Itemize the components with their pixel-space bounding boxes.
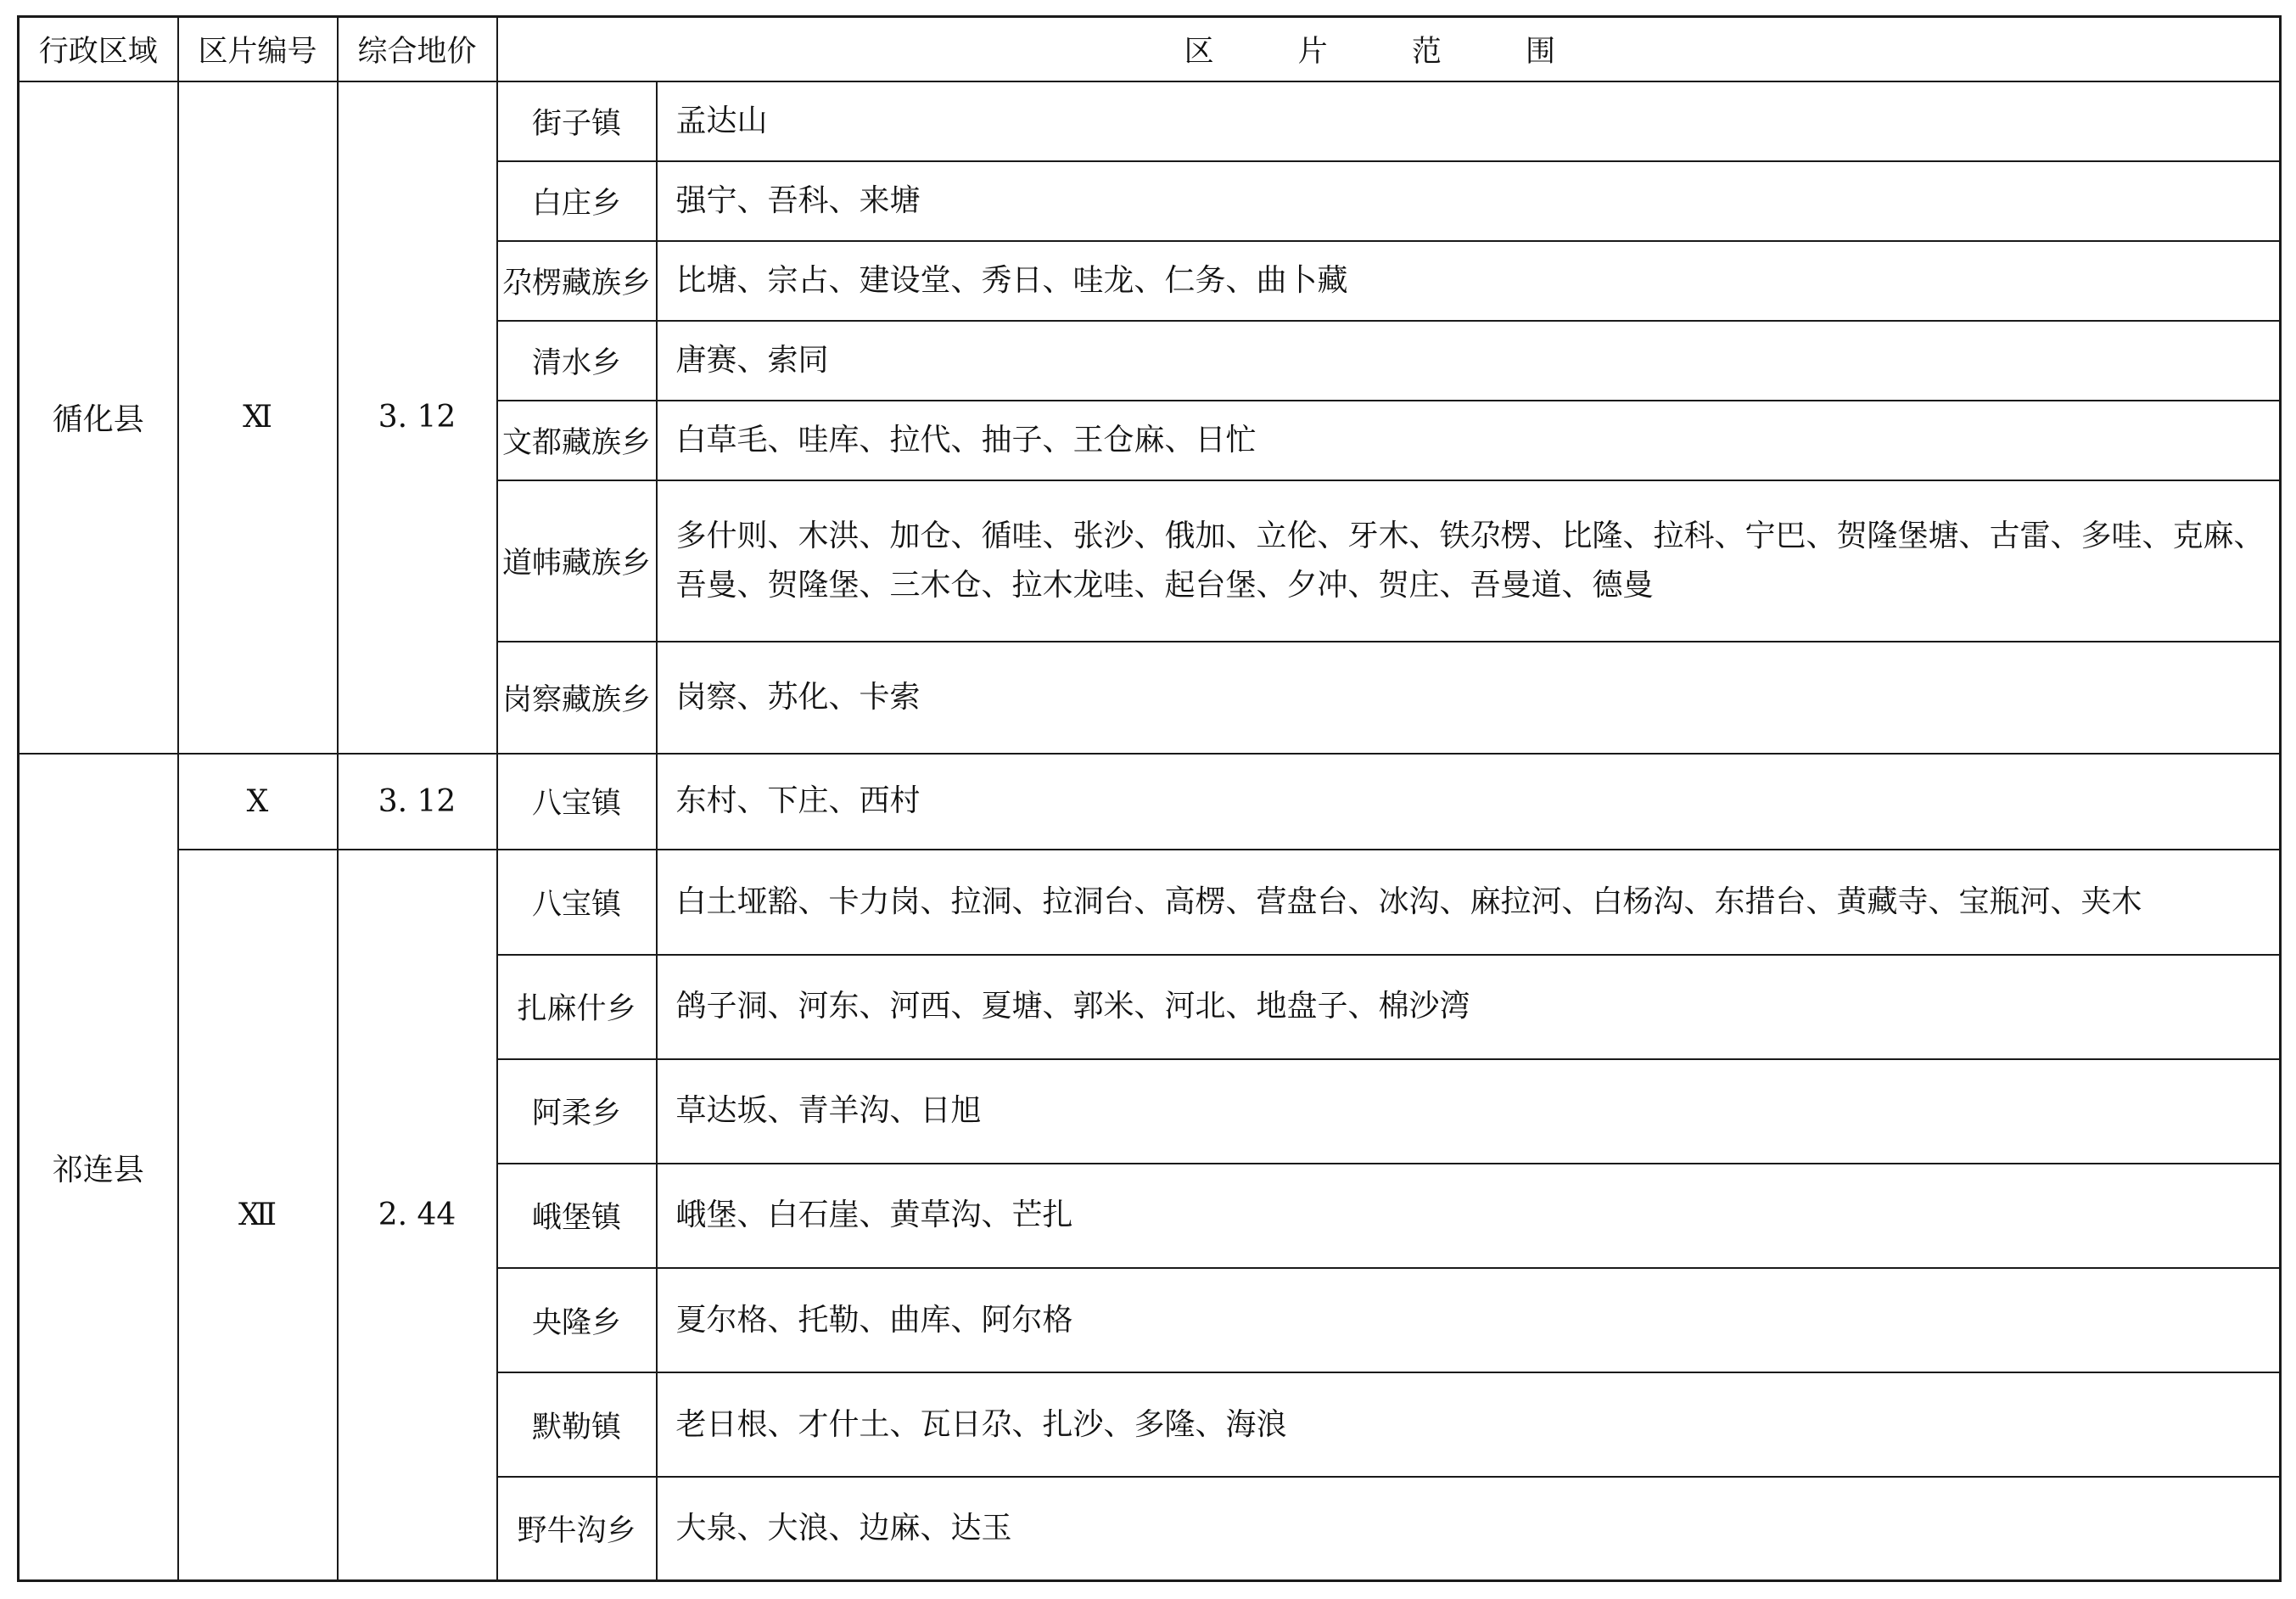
town-cell: 阿柔乡 — [497, 1059, 657, 1164]
town-cell: 尕楞藏族乡 — [497, 241, 657, 321]
villages-cell: 孟达山 — [657, 81, 2281, 161]
town-cell: 街子镇 — [497, 81, 657, 161]
town-cell: 八宝镇 — [497, 850, 657, 955]
town-cell: 白庄乡 — [497, 161, 657, 241]
town-cell: 八宝镇 — [497, 754, 657, 849]
villages-cell: 白土垭豁、卡力岗、拉洞、拉洞台、高楞、营盘台、冰沟、麻拉河、白杨沟、东措台、黄藏寺、宝瓶河、夹木 — [657, 850, 2281, 955]
town-cell: 清水乡 — [497, 321, 657, 401]
header-range — [497, 17, 2281, 81]
villages-cell: 鸽子洞、河东、河西、夏塘、郭米、河北、地盘子、棉沙湾 — [657, 955, 2281, 1059]
villages-cell: 峨堡、白石崖、黄草沟、芒扎 — [657, 1164, 2281, 1268]
villages-cell: 草达坂、青羊沟、日旭 — [657, 1059, 2281, 1164]
town-cell: 默勒镇 — [497, 1372, 657, 1477]
table-row — [19, 850, 2281, 955]
header-range-label: 区 片 范 围 — [1184, 34, 1593, 69]
header-row — [19, 17, 2281, 81]
villages-cell: 白草毛、哇库、拉代、抽子、王仓麻、日忙 — [657, 401, 2281, 480]
district-cell: 循化县 — [19, 81, 178, 755]
town-cell: 峨堡镇 — [497, 1164, 657, 1268]
villages-cell: 多什则、木洪、加仓、循哇、张沙、俄加、立伦、牙木、铁尕楞、比隆、拉科、宁巴、贺隆堡塘、古雷、多哇、克麻、吾曼、贺隆堡、三木仓、拉木龙哇、起台堡、夕冲、贺庄、吾曼道、德曼 — [657, 480, 2281, 642]
villages-cell: 大泉、大浪、边麻、达玉 — [657, 1477, 2281, 1580]
town-cell: 扎麻什乡 — [497, 955, 657, 1059]
price-cell: 3. 12 — [338, 754, 497, 849]
zone-no-cell: Ⅺ — [178, 81, 338, 755]
villages-cell: 老日根、才什土、瓦日尕、扎沙、多隆、海浪 — [657, 1372, 2281, 1477]
villages-cell: 岗察、苏化、卡索 — [657, 642, 2281, 754]
header-zone-no: 区片编号 — [178, 17, 338, 81]
town-cell: 岗察藏族乡 — [497, 642, 657, 754]
town-cell: 道帏藏族乡 — [497, 480, 657, 642]
town-cell: 央隆乡 — [497, 1268, 657, 1372]
land-price-table — [17, 15, 2282, 1582]
table-row — [19, 754, 2281, 849]
header-district: 行政区域 — [19, 17, 178, 81]
villages-cell: 夏尔格、托勒、曲库、阿尔格 — [657, 1268, 2281, 1372]
villages-cell: 强宁、吾科、来塘 — [657, 161, 2281, 241]
villages-cell: 比塘、宗占、建设堂、秀日、哇龙、仁务、曲卜藏 — [657, 241, 2281, 321]
table-row — [19, 81, 2281, 161]
price-cell: 3. 12 — [338, 81, 497, 755]
price-cell: 2. 44 — [338, 850, 497, 1581]
zone-no-cell: Ⅹ — [178, 754, 338, 849]
district-cell: 祁连县 — [19, 754, 178, 1580]
villages-cell: 唐赛、索同 — [657, 321, 2281, 401]
zone-no-cell: Ⅻ — [178, 850, 338, 1581]
villages-cell: 东村、下庄、西村 — [657, 754, 2281, 849]
town-cell: 野牛沟乡 — [497, 1477, 657, 1580]
header-price: 综合地价 — [338, 17, 497, 81]
town-cell: 文都藏族乡 — [497, 401, 657, 480]
